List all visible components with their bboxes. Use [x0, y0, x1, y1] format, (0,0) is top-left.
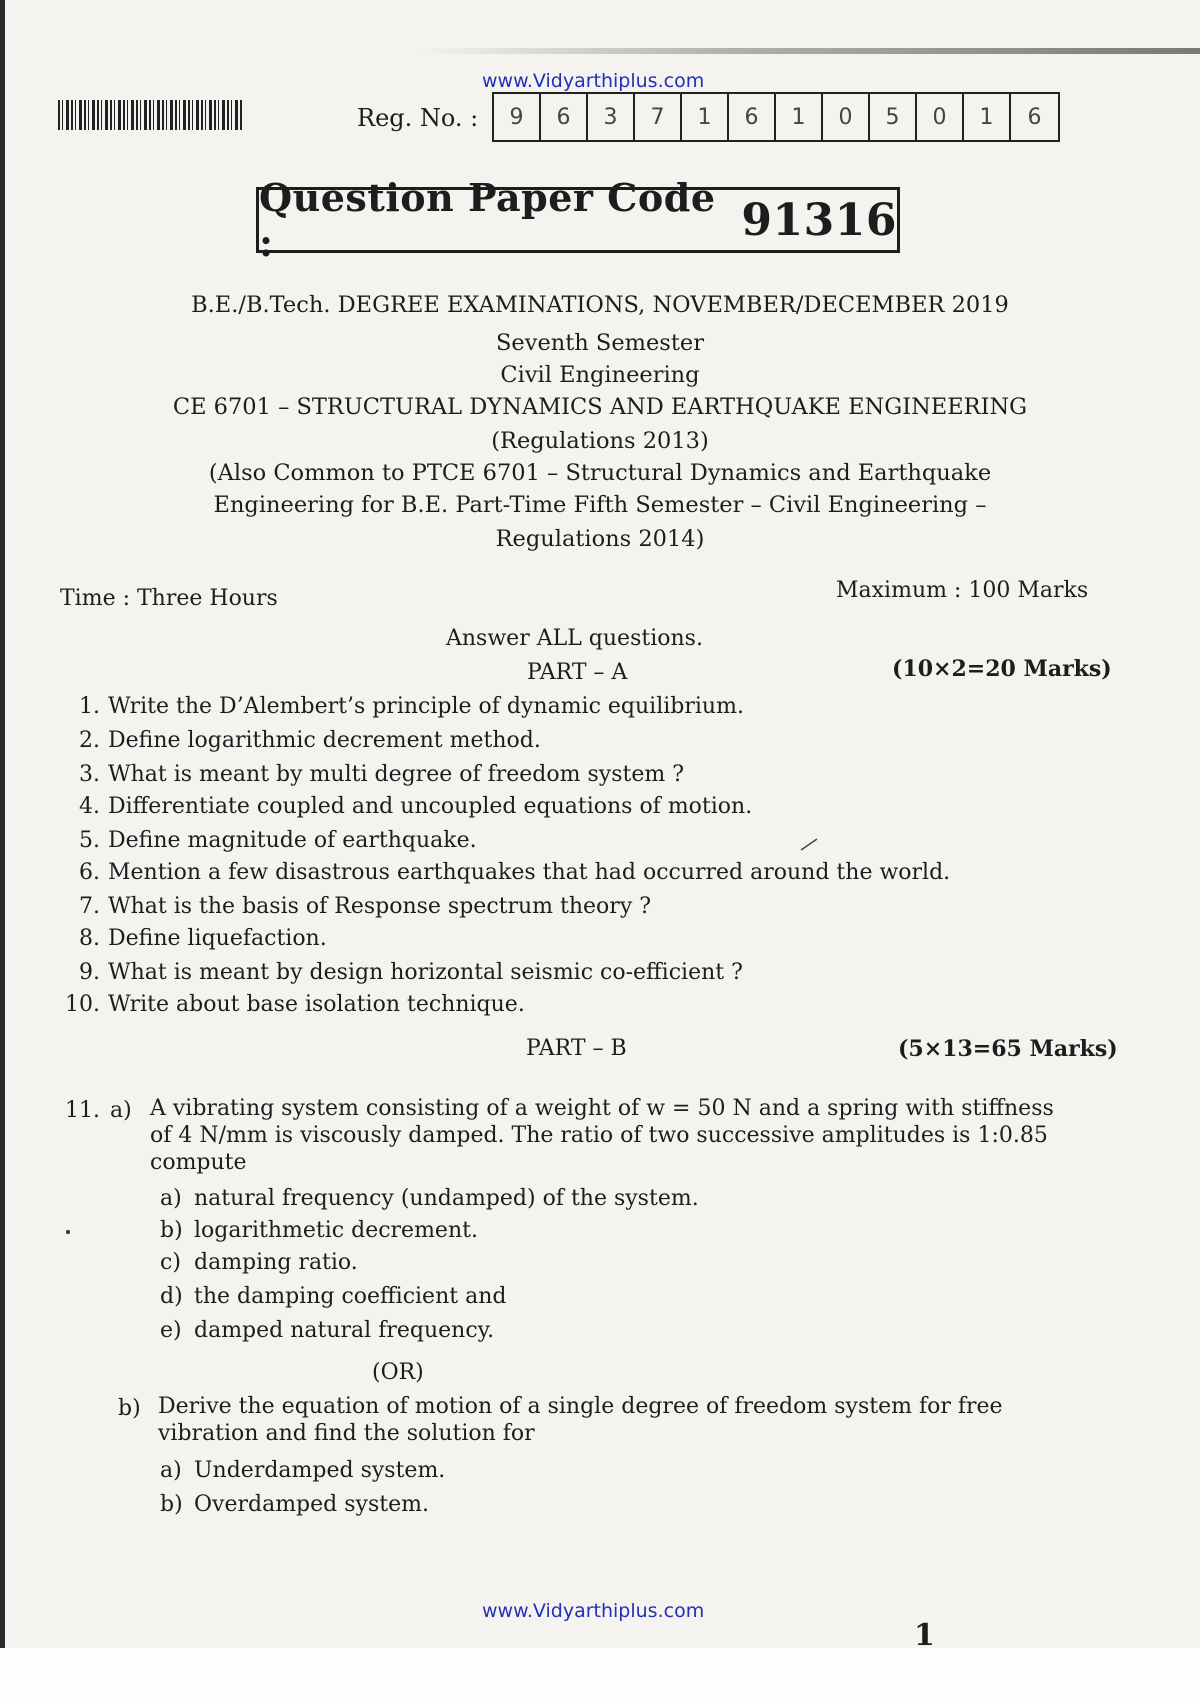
- question-text: Define logarithmic decrement method.: [108, 728, 541, 753]
- sub-question: [160, 1284, 506, 1309]
- sub-question-label: d): [160, 1284, 183, 1309]
- qpc-label: Question Paper Code :: [259, 175, 716, 265]
- sub-question-label: c): [160, 1250, 181, 1275]
- question-item: [56, 926, 327, 951]
- or-separator: (OR): [372, 1360, 424, 1385]
- question-11b-text: Derive the equation of motion of a single degree of freedom system for free vibration and find the solution for: [158, 1394, 1003, 1446]
- semester: Seventh Semester: [496, 330, 704, 356]
- question-text: What is meant by multi degree of freedom system ?: [108, 762, 685, 787]
- common-note-line-3: Regulations 2014): [495, 526, 705, 552]
- pen-tick-mark: [800, 838, 818, 852]
- part-b-marks: (5×13=65 Marks): [898, 1036, 1118, 1062]
- reg-digit: 6: [1027, 104, 1042, 130]
- sub-question: [160, 1318, 494, 1343]
- sub-question-text: Overdamped system.: [194, 1492, 429, 1517]
- reg-digit: 7: [635, 94, 682, 140]
- sub-question: [160, 1492, 429, 1517]
- question-text: What is the basis of Response spectrum theory ?: [108, 894, 652, 919]
- question-text: Write the D’Alembert’s principle of dynamic equilibrium.: [108, 694, 744, 719]
- question-text: Define magnitude of earthquake.: [108, 828, 477, 853]
- reg-digit: 5: [870, 94, 917, 140]
- question-item: [56, 894, 651, 919]
- sub-question-label: a): [160, 1186, 182, 1211]
- qpc-code: 91316: [741, 194, 897, 246]
- course-title: CE 6701 – STRUCTURAL DYNAMICS AND EARTHQUAKE ENGINEERING: [172, 394, 1028, 420]
- question-text: Define liquefaction.: [108, 926, 327, 951]
- sub-question-text: natural frequency (undamped) of the system.: [194, 1186, 699, 1211]
- common-note-line-2: Engineering for B.E. Part-Time Fifth Semester – Civil Engineering –: [213, 492, 987, 518]
- barcode: [58, 100, 244, 130]
- question-item: [56, 728, 541, 753]
- question-number-11: [56, 1098, 108, 1123]
- sub-question: [160, 1186, 699, 1211]
- part-b-title: PART – B: [526, 1036, 627, 1061]
- question-number: 7.: [79, 894, 100, 919]
- sub-question-label: b): [160, 1218, 183, 1243]
- question-item: [56, 860, 950, 885]
- sub-question: [160, 1250, 358, 1275]
- question-number: 9.: [79, 960, 100, 985]
- question-item: [56, 762, 684, 787]
- question-number: 1.: [79, 694, 100, 719]
- question-item: [56, 794, 752, 819]
- scan-speck: [66, 1230, 70, 1234]
- reg-digit: 6: [729, 94, 776, 140]
- question-number: 11.: [65, 1098, 100, 1123]
- page-bottom-margin: [0, 1648, 1200, 1698]
- sub-question-text: the damping coefficient and: [194, 1284, 507, 1309]
- page-number: 1: [914, 1618, 935, 1653]
- scan-shadow: [420, 48, 1200, 54]
- common-note-line-1: (Also Common to PTCE 6701 – Structural Dynamics and Earthquake: [208, 460, 992, 486]
- sub-question-text: logarithmetic decrement.: [194, 1218, 478, 1243]
- reg-digit: 9: [494, 94, 541, 140]
- reg-digit: 1: [964, 94, 1011, 140]
- part-a-marks: (10×2=20 Marks): [892, 656, 1112, 682]
- regulations: (Regulations 2013): [491, 428, 709, 454]
- reg-digit: 3: [588, 94, 635, 140]
- question-text: Differentiate coupled and uncoupled equations of motion.: [108, 794, 753, 819]
- sub-question-text: Underdamped system.: [194, 1458, 446, 1483]
- question-11a-label: a): [110, 1098, 132, 1123]
- question-11b-label: b): [118, 1396, 141, 1421]
- question-item: [56, 960, 743, 985]
- question-number: 2.: [79, 728, 100, 753]
- sub-question-label: a): [160, 1458, 182, 1483]
- exam-title: B.E./B.Tech. DEGREE EXAMINATIONS, NOVEMBER/DECEMBER 2019: [191, 292, 1009, 318]
- reg-digit: 1: [776, 94, 823, 140]
- sub-question-label: e): [160, 1318, 182, 1343]
- exam-time: Time : Three Hours: [60, 586, 278, 611]
- instruction: Answer ALL questions.: [446, 626, 703, 651]
- website-url-bottom[interactable]: www.Vidyarthiplus.com: [482, 1600, 705, 1622]
- maximum-marks: Maximum : 100 Marks: [836, 578, 1089, 603]
- reg-digit: 0: [823, 94, 870, 140]
- question-number: 10.: [65, 992, 100, 1017]
- sub-question-text: damped natural frequency.: [194, 1318, 495, 1343]
- branch: Civil Engineering: [500, 362, 700, 388]
- reg-no-label: Reg. No. :: [357, 104, 479, 132]
- reg-digit: 0: [917, 94, 964, 140]
- question-item: [56, 694, 744, 719]
- question-number: 3.: [79, 762, 100, 787]
- question-number: 8.: [79, 926, 100, 951]
- question-text: Write about base isolation technique.: [108, 992, 525, 1017]
- reg-no-boxes: [492, 92, 1060, 142]
- question-paper-code-box: [256, 175, 900, 265]
- reg-digit: 6: [541, 94, 588, 140]
- question-text: What is meant by design horizontal seismic co-efficient ?: [108, 960, 743, 985]
- question-item: [56, 828, 477, 853]
- scan-edge: [0, 0, 5, 1698]
- question-item: [56, 992, 525, 1017]
- question-number: 4.: [79, 794, 100, 819]
- sub-question-text: damping ratio.: [194, 1250, 358, 1275]
- sub-question: [160, 1218, 478, 1243]
- question-text: Mention a few disastrous earthquakes that had occurred around the world.: [108, 860, 951, 885]
- question-number: 5.: [79, 828, 100, 853]
- reg-digit: 1: [682, 94, 729, 140]
- part-a-title: PART – A: [527, 660, 628, 685]
- question-number: 6.: [79, 860, 100, 885]
- sub-question-label: b): [160, 1492, 183, 1517]
- website-url-top[interactable]: www.Vidyarthiplus.com: [482, 70, 705, 92]
- question-11a-text: A vibrating system consisting of a weight of w = 50 N and a spring with stiffness of 4 N/mm is viscously damped. The ratio of two successive amplitudes is 1:0.85 compute: [150, 1096, 1054, 1175]
- sub-question: [160, 1458, 445, 1483]
